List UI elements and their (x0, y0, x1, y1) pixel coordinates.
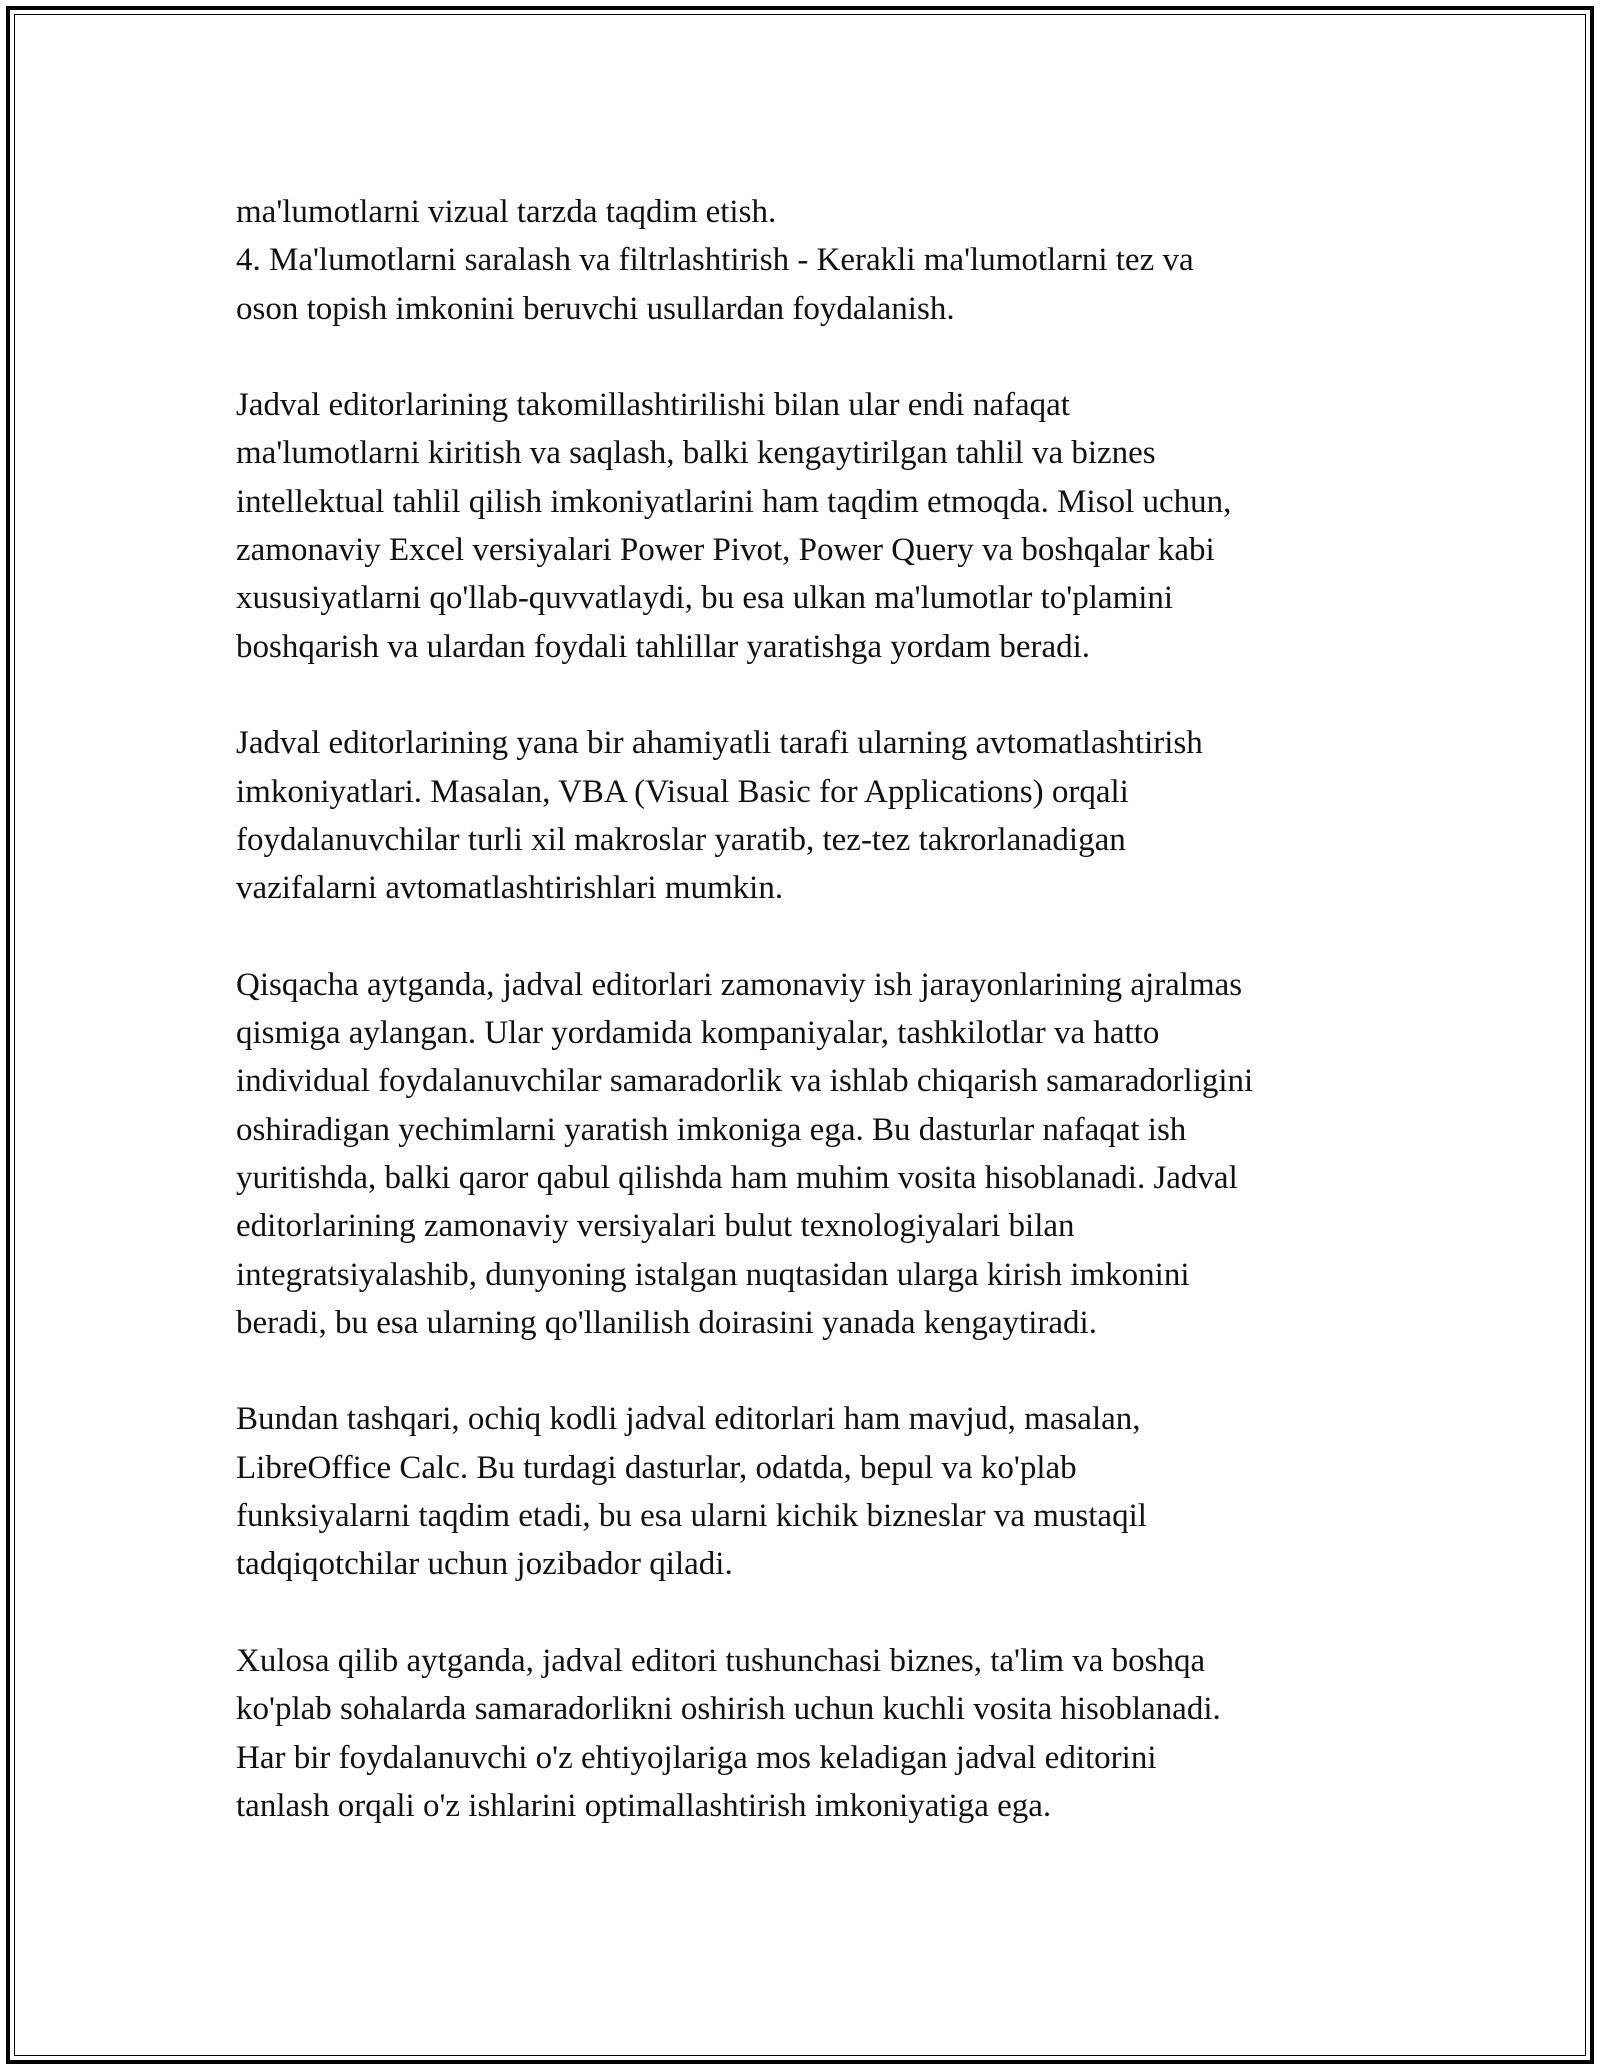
text-line: imkoniyatlari. Masalan, VBA (Visual Basic for Applications) orqali (236, 773, 1129, 810)
text-line: Bundan tashqari, ochiq kodli jadval editorlari ham mavjud, masalan, (236, 1401, 1141, 1438)
text-line: yuritishda, balki qaror qabul qilishda ham muhim vosita hisoblanadi. Jadval (236, 1159, 1238, 1196)
text-line: oson topish imkonini beruvchi usullardan foydalanish. (236, 290, 955, 327)
text-line: ma'lumotlarni kiritish va saqlash, balki kengaytirilgan tahlil va biznes (236, 435, 1156, 472)
document-body (236, 188, 1396, 1830)
text-line: tanlash orqali o'z ishlarini optimallashtirish imkoniyatiga ega. (236, 1787, 1052, 1824)
text-line: qismiga aylangan. Ular yordamida kompaniyalar, tashkilotlar va hatto (236, 1015, 1160, 1052)
text-line: Jadval editorlarining yana bir ahamiyatli tarafi ularning avtomatlashtirish (236, 725, 1203, 762)
paragraph-automation (236, 719, 1396, 912)
text-line: xususiyatlarni qo'llab-quvvatlaydi, bu esa ulkan ma'lumotlar to'plamini (236, 580, 1174, 617)
text-line: LibreOffice Calc. Bu turdagi dasturlar, odatda, bepul va ko'plab (236, 1449, 1077, 1486)
paragraph-open-source (236, 1395, 1396, 1588)
text-line: funksiyalarni taqdim etadi, bu esa ularni kichik bizneslar va mustaqil (236, 1498, 1147, 1535)
text-line: editorlarining zamonaviy versiyalari bulut texnologiyalari bilan (236, 1208, 1075, 1245)
text-line: Har bir foydalanuvchi o'z ehtiyojlariga mos keladigan jadval editorini (236, 1739, 1157, 1776)
text-line: 4. Ma'lumotlarni saralash va filtrlashtirish - Kerakli ma'lumotlarni tez va (236, 242, 1194, 279)
text-line: oshiradigan yechimlarni yaratish imkoniga ega. Bu dasturlar nafaqat ish (236, 1111, 1187, 1148)
text-line: vazifalarni avtomatlashtirishlari mumkin. (236, 870, 784, 907)
text-line: ko'plab sohalarda samaradorlikni oshirish uchun kuchli vosita hisoblanadi. (236, 1691, 1221, 1728)
paragraph-improvement (236, 381, 1396, 671)
paragraph-list-continuation (236, 188, 1396, 236)
text-line: integratsiyalashib, dunyoning istalgan nuqtasidan ularga kirish imkonini (236, 1256, 1190, 1293)
text-line: intellektual tahlil qilish imkoniyatlarini ham taqdim etmoqda. Misol uchun, (236, 483, 1232, 520)
paragraph-conclusion (236, 1637, 1396, 1830)
text-line: tadqiqotchilar uchun jozibador qiladi. (236, 1546, 733, 1583)
text-line: beradi, bu esa ularning qo'llanilish doirasini yanada kengaytiradi. (236, 1304, 1097, 1341)
text-line: ma'lumotlarni vizual tarzda taqdim etish. (236, 194, 777, 230)
text-line: Xulosa qilib aytganda, jadval editori tushunchasi biznes, ta'lim va boshqa (236, 1642, 1206, 1679)
text-line: Jadval editorlarining takomillashtirilishi bilan ular endi nafaqat (236, 387, 1070, 424)
paragraph-summary (236, 961, 1396, 1347)
text-line: boshqarish va ulardan foydali tahlillar yaratishga yordam beradi. (236, 628, 1091, 665)
text-line: foydalanuvchilar turli xil makroslar yaratib, tez-tez takrorlanadigan (236, 821, 1126, 858)
paragraph-list-item-4 (236, 236, 1396, 333)
text-line: Qisqacha aytganda, jadval editorlari zamonaviy ish jarayonlarining ajralmas (236, 966, 1243, 1003)
text-line: zamonaviy Excel versiyalari Power Pivot, Power Query va boshqalar kabi (236, 532, 1215, 569)
text-line: individual foydalanuvchilar samaradorlik va ishlab chiqarish samaradorligini (236, 1063, 1254, 1100)
